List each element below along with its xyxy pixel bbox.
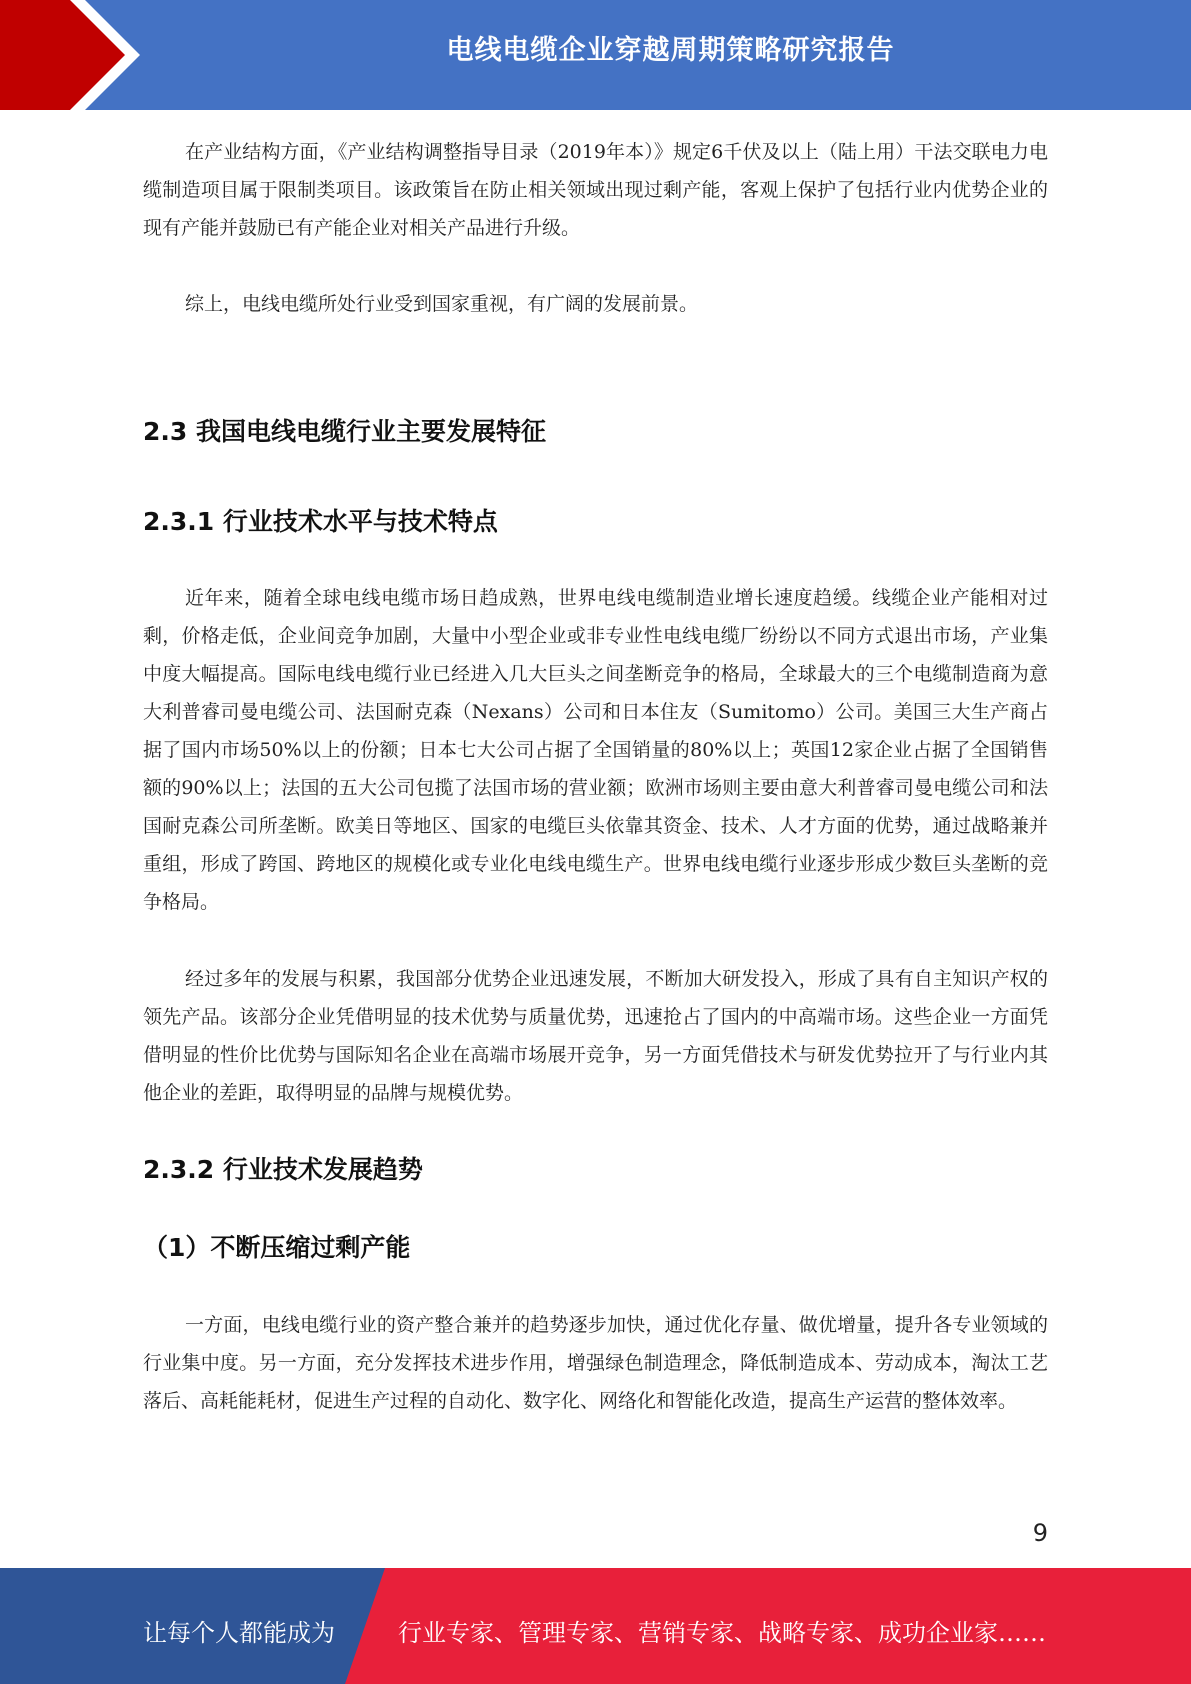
page-header (0, 0, 1191, 110)
paragraph-text: 在产业结构方面，《产业结构调整指导目录（2019年本）》规定6千伏及以上（陆上用）干法交联电力电缆制造项目属于限制类项目。该政策旨在防止相关领域出现过剩产能，客观上保护了包括行业内优势企业的现有产能并鼓励已有产能企业对相关产品进行升级。 (143, 141, 1048, 239)
footer-slogan-right: 行业专家、管理专家、营销专家、战略专家、成功企业家…… (398, 1619, 1046, 1647)
report-title: 电线电缆企业穿越周期策略研究报告 (446, 35, 895, 66)
paragraph-capacity-reduction (143, 1306, 1048, 1420)
header-chevron-decoration (0, 0, 150, 110)
page-number: 9 (1032, 1519, 1048, 1547)
paragraph-text: 经过多年的发展与积累，我国部分优势企业迅速发展，不断加大研发投入，形成了具有自主知识产权的领先产品。该部分企业凭借明显的技术优势与质量优势，迅速抢占了国内的中高端市场。这些企业一方面凭借明显的性价比优势与国际知名企业在高端市场展开竞争，另一方面凭借技术与研发优势拉开了与行业内其他企业的差距，取得明显的品牌与规模优势。 (143, 968, 1048, 1104)
paragraph-global-market (143, 579, 1048, 921)
paragraph-summary (143, 285, 1048, 323)
paragraph-text: 综上，电线电缆所处行业受到国家重视，有广阔的发展前景。 (185, 293, 699, 315)
footer-slogan-left: 让每个人都能成为 (143, 1619, 335, 1647)
paragraph-domestic-leaders (143, 960, 1048, 1112)
paragraph-text: 近年来，随着全球电线电缆市场日趋成熟，世界电线电缆制造业增长速度趋缓。线缆企业产能相对过剩，价格走低，企业间竞争加剧，大量中小型企业或非专业性电线电缆厂纷纷以不同方式退出市场，产业集中度大幅提高。国际电线电缆行业已经进入几大巨头之间垄断竞争的格局，全球最大的三个电缆制造商为意大利普睿司曼电缆公司、法国耐克森（Nexans）公司和日本住友（Sumitomo）公司。美国三大生产商占据了国内市场50%以上的份额；日本七大公司占据了全国销量的80%以上；英国12家企业占据了全国销售额的90%以上；法国的五大公司包揽了法国市场的营业额；欧洲市场则主要由意大利普睿司曼电缆公司和法国耐克森公司所垄断。欧美日等地区、国家的电缆巨头依靠其资金、技术、人才方面的优势，通过战略兼并重组，形成了跨国、跨地区的规模化或专业化电线电缆生产。世界电线电缆行业逐步形成少数巨头垄断的竞争格局。 (143, 587, 1048, 913)
page-footer (0, 1568, 1191, 1684)
section-heading-2-3: 2.3 我国电线电缆行业主要发展特征 (143, 417, 546, 446)
subsection-heading-1: （1）不断压缩过剩产能 (143, 1233, 411, 1262)
paragraph-industry-structure (143, 133, 1048, 247)
paragraph-text: 一方面，电线电缆行业的资产整合兼并的趋势逐步加快，通过优化存量、做优增量，提升各专业领域的行业集中度。另一方面，充分发挥技术进步作用，增强绿色制造理念，降低制造成本、劳动成本，淘汰工艺落后、高耗能耗材，促进生产过程的自动化、数字化、网络化和智能化改造，提高生产运营的整体效率。 (143, 1314, 1048, 1412)
section-heading-2-3-2: 2.3.2 行业技术发展趋势 (143, 1155, 423, 1184)
section-heading-2-3-1: 2.3.1 行业技术水平与技术特点 (143, 507, 498, 536)
